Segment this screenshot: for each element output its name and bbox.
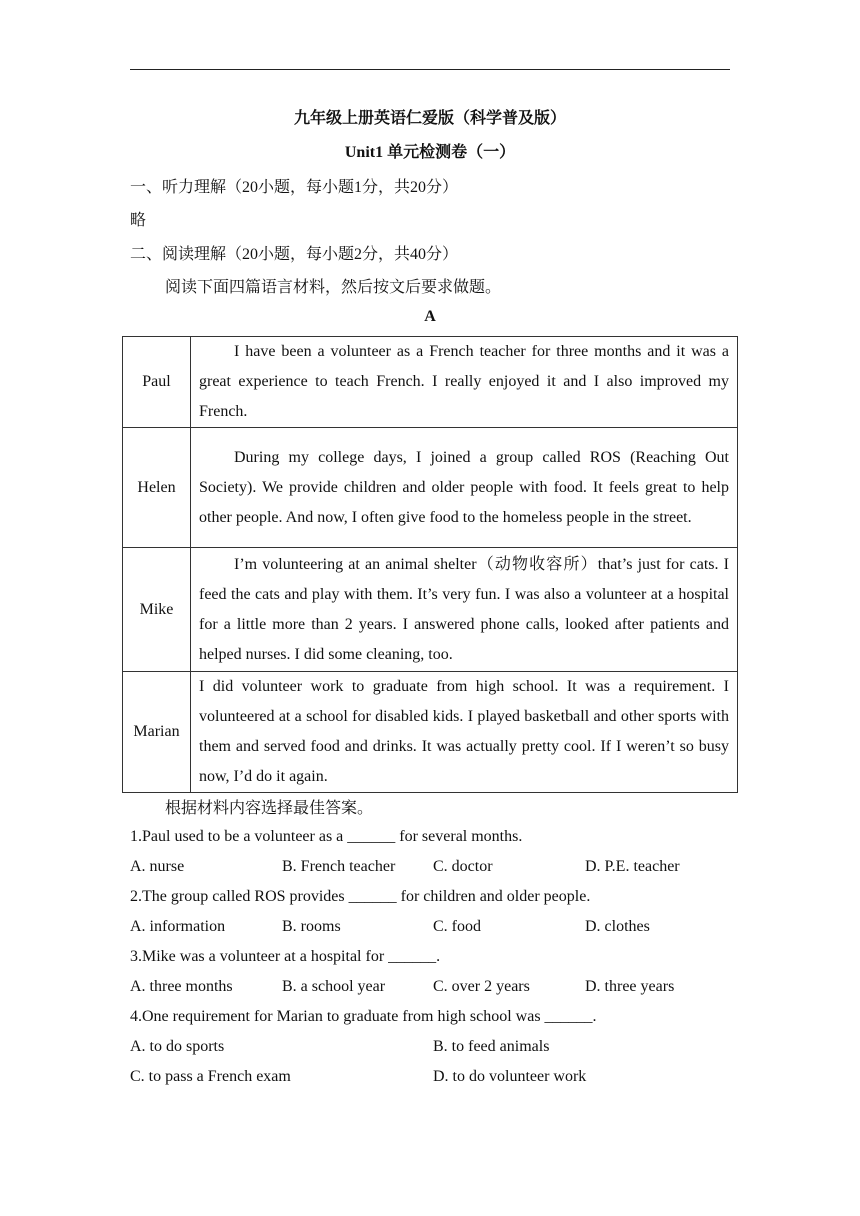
question-stem: 2.The group called ROS provides ______ for children and older people. <box>130 888 591 905</box>
header-rule <box>130 69 730 70</box>
option-d: D. to do volunteer work <box>433 1068 587 1085</box>
speaker-text <box>191 672 738 793</box>
question-stem: 4.One requirement for Marian to graduate from high school was ______. <box>130 1008 597 1025</box>
speaker-text <box>191 428 738 548</box>
option-c: C. doctor <box>433 858 493 875</box>
question-stem: 3.Mike was a volunteer at a hospital for ______. <box>130 948 441 965</box>
speaker-name: Marian <box>123 672 191 793</box>
option-a: A. to do sports <box>130 1038 225 1055</box>
option-b: B. French teacher <box>282 858 396 875</box>
passage-row <box>123 672 738 793</box>
option-c: C. to pass a French exam <box>130 1068 291 1085</box>
passage-label: A <box>424 308 436 325</box>
option-a: A. information <box>130 918 226 935</box>
document-subtitle: Unit1 单元检测卷（一） <box>344 144 516 161</box>
questions-instruction: 根据材料内容选择最佳答案。 <box>165 800 374 817</box>
option-b: B. to feed animals <box>433 1038 550 1055</box>
speaker-name: Helen <box>123 428 191 548</box>
speaker-paragraph: During my college days, I joined a group called ROS (Reaching Out Society). We provide children and older people with food. It feels great to help other people. And now, I often give food to the homeless people in the street. <box>199 448 729 526</box>
speaker-text <box>191 337 738 428</box>
option-b: B. a school year <box>282 978 386 995</box>
speaker-name: Paul <box>123 337 191 428</box>
option-d: D. three years <box>585 978 675 995</box>
speaker-paragraph: I did volunteer work to graduate from high school. It was a requirement. I volunteered at a school for disabled kids. I played basketball and other sports with them and served food and drinks. It was actually pretty cool. If I weren’t so busy now, I’d do it again. <box>199 678 729 785</box>
section1-note: 略 <box>130 212 147 229</box>
speaker-text <box>191 548 738 672</box>
question-stem: 1.Paul used to be a volunteer as a ______ for several months. <box>130 828 523 845</box>
option-c: C. over 2 years <box>433 978 530 995</box>
passage-table <box>122 336 738 793</box>
section2-heading: 二、阅读理解（20小题，每小题2分，共40分） <box>130 246 459 263</box>
option-d: D. P.E. teacher <box>585 858 680 875</box>
speaker-paragraph: I’m volunteering at an animal shelter（动物收容所）that’s just for cats. I feed the cats and play with them. It’s very fun. I was also a volunteer at a hospital for a little more than 2 years. I answered phone calls, looked after patients and helped nurses. I did some cleaning, too. <box>199 555 729 663</box>
option-b: B. rooms <box>282 918 341 935</box>
passage-row <box>123 337 738 428</box>
passage-row <box>123 548 738 672</box>
section1-heading: 一、听力理解（20小题，每小题1分，共20分） <box>130 179 459 196</box>
option-a: A. nurse <box>130 858 185 875</box>
passage-row <box>123 428 738 548</box>
option-a: A. three months <box>130 978 233 995</box>
section2-instruction: 阅读下面四篇语言材料，然后按文后要求做题。 <box>165 279 502 296</box>
speaker-name: Mike <box>123 548 191 672</box>
option-d: D. clothes <box>585 918 650 935</box>
option-c: C. food <box>433 918 481 935</box>
speaker-paragraph: I have been a volunteer as a French teacher for three months and it was a great experience to teach French. I really enjoyed it and I also improved my French. <box>199 343 729 420</box>
document-title: 九年级上册英语仁爱版（科学普及版） <box>293 110 566 127</box>
